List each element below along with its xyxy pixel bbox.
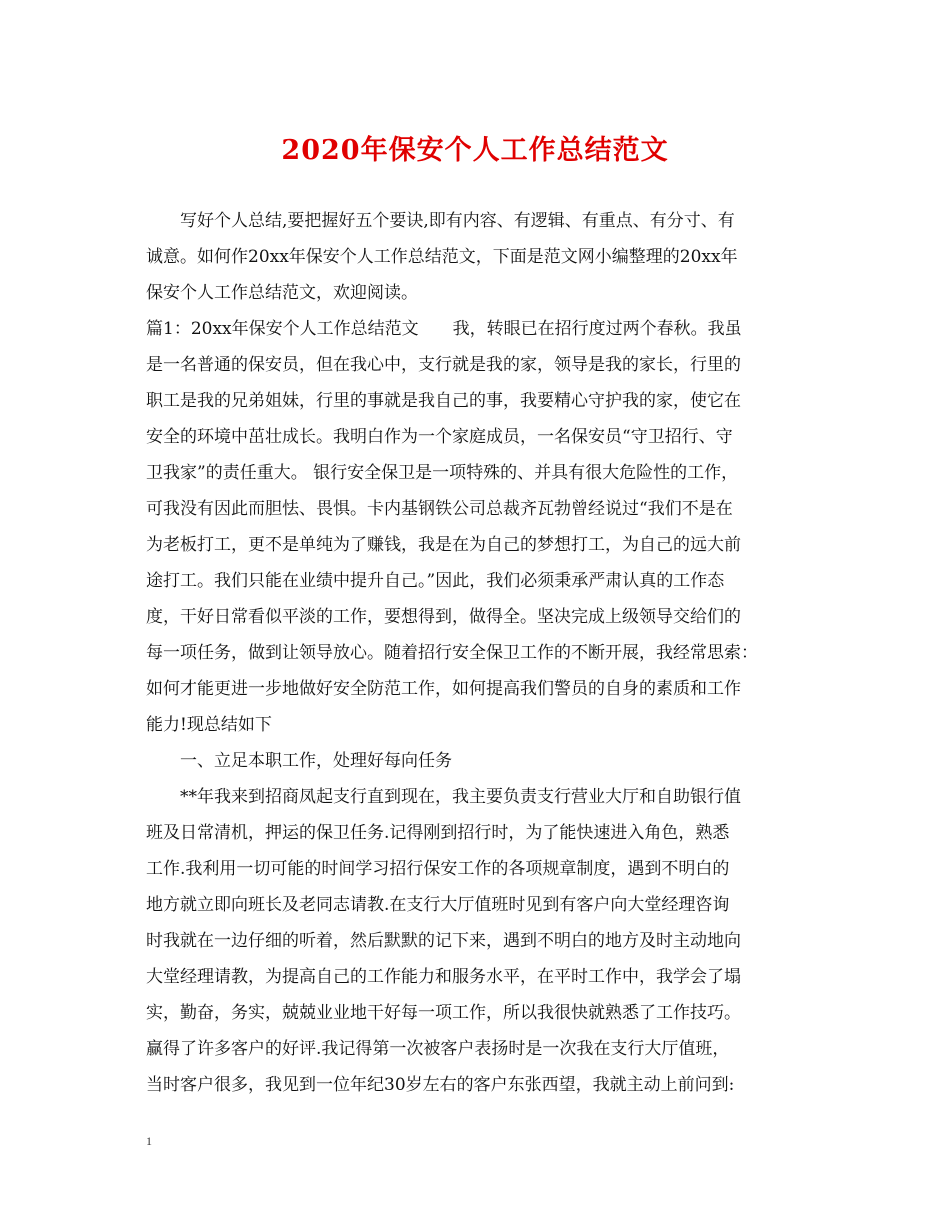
- body-text-line: 是一名普通的保安员，但在我心中，支行就是我的家，领导是我的家长，行里的: [146, 355, 741, 375]
- body-text-line: 写好个人总结,要把握好五个要诀,即有内容、有逻辑、有重点、有分寸、有: [146, 211, 735, 231]
- body-text-line: 职工是我的兄弟姐妹，行里的事就是我自己的事，我要精心守护我的家，使它在: [146, 391, 741, 411]
- body-text-line: 保安个人工作总结范文，欢迎阅读。: [146, 283, 418, 303]
- body-text-line: 如何才能更进一步地做好安全防范工作，如何提高我们警员的自身的素质和工作: [146, 679, 741, 699]
- page-number: 1: [146, 1134, 152, 1148]
- body-text-line: 时我就在一边仔细的听着，然后默默的记下来，遇到不明白的地方及时主动地向: [146, 931, 741, 951]
- body-text-line: 赢得了许多客户的好评.我记得第一次被客户表扬时是一次我在支行大厅值班，: [146, 1039, 730, 1059]
- body-text-line: 当时客户很多，我见到一位年纪30岁左右的客户东张西望，我就主动上前问到:: [146, 1075, 735, 1095]
- body-text-line: 能力!现总结如下: [146, 715, 272, 735]
- body-text-line: 安全的环境中茁壮成长。我明白作为一个家庭成员，一名保安员“守卫招行、守: [146, 427, 733, 447]
- body-text-line: 卫我家”的责任重大。 银行安全保卫是一项特殊的、并具有很大危险性的工作，: [146, 463, 739, 483]
- body-text-line: 工作.我利用一切可能的时间学习招行保安工作的各项规章制度，遇到不明白的: [146, 859, 730, 879]
- body-text-line: 实，勤奋，务实，兢兢业业地干好每一项工作，所以我很快就熟悉了工作技巧。: [146, 1003, 741, 1023]
- body-text-line: **年我来到招商凤起支行直到现在，我主要负责支行营业大厅和自助银行值: [146, 787, 741, 807]
- body-text-line: 大堂经理请教，为提高自己的工作能力和服务水平，在平时工作中，我学会了塌: [146, 967, 741, 987]
- document-body: [146, 203, 811, 1103]
- body-text-line: 地方就立即向班长及老同志请教.在支行大厅值班时见到有客户向大堂经理咨询: [146, 895, 730, 915]
- body-text-line: 诚意。如何作20xx年保安个人工作总结范文，下面是范文网小编整理的20xx年: [146, 247, 738, 267]
- body-text-line: 篇1：20xx年保安个人工作总结范文 我，转眼已在招行度过两个春秋。我虽: [146, 319, 742, 339]
- body-text-line: 班及日常清机，押运的保卫任务.记得刚到招行时，为了能快速进入角色，熟悉: [146, 823, 730, 843]
- body-text-line: 途打工。我们只能在业绩中提升自己。”因此，我们必须秉承严肃认真的工作态: [146, 571, 725, 591]
- body-text-line: 每一项任务，做到让领导放心。随着招行安全保卫工作的不断开展，我经常思索：: [146, 643, 758, 663]
- body-text-line: 为老板打工，更不是单纯为了赚钱，我是在为自己的梦想打工，为自己的远大前: [146, 535, 741, 555]
- document-title: 2020年保安个人工作总结范文: [281, 135, 669, 166]
- body-text-line: 可我没有因此而胆怯、畏惧。卡内基钢铁公司总裁齐瓦勃曾经说过“我们不是在: [146, 499, 733, 519]
- body-text-line: 度，干好日常看似平淡的工作，要想得到，做得全。坚决完成上级领导交给们的: [146, 607, 741, 627]
- body-text-line: 一、立足本职工作，处理好每向任务: [146, 751, 452, 771]
